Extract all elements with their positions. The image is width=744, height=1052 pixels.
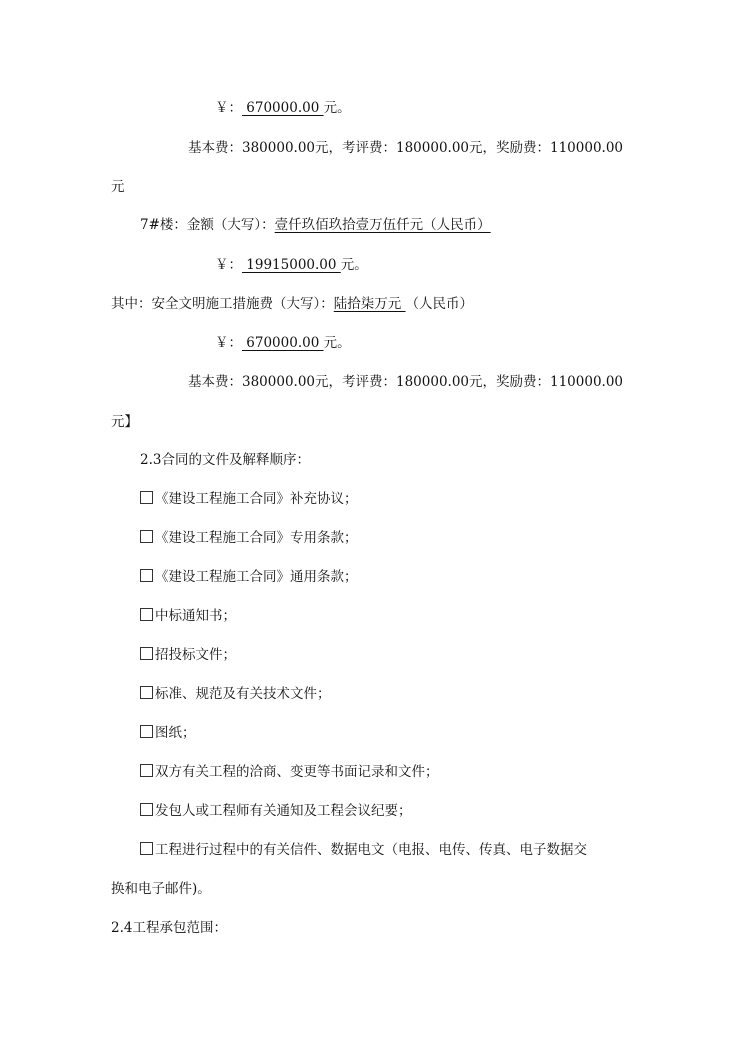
safety-fee-line xyxy=(111,294,473,314)
checkbox-icon[interactable] xyxy=(140,842,153,855)
building7-amount-words: 壹仟玖佰玖拾壹万伍仟元（人民币） xyxy=(274,217,491,233)
list-item: 招投标文件； xyxy=(140,645,236,665)
yen-amount: 670000.00 xyxy=(242,335,324,351)
checkbox-icon[interactable] xyxy=(140,608,153,621)
fees-line: 基本费：380000.00元，考评费：180000.00元，奖励费：110000.00 xyxy=(188,374,624,390)
fees-line-tail: 元】 xyxy=(111,414,138,430)
yen-amount-line xyxy=(215,98,351,118)
list-item: 《建设工程施工合同》补充协议； xyxy=(140,489,358,509)
checkbox-icon[interactable] xyxy=(140,569,153,582)
yen-label: ￥： xyxy=(215,257,242,273)
list-item: 标准、规范及有关技术文件； xyxy=(140,684,331,704)
list-item: 中标通知书； xyxy=(140,606,236,626)
safety-yen-line xyxy=(215,333,351,353)
building7-yen-line xyxy=(215,255,368,275)
checkbox-icon[interactable] xyxy=(140,764,153,777)
list-item: 双方有关工程的洽商、变更等书面记录和文件； xyxy=(140,762,439,782)
yen-label: ￥： xyxy=(215,100,242,116)
fees-line: 基本费：380000.00元，考评费：180000.00元，奖励费：110000.00 xyxy=(188,140,624,156)
checkbox-icon[interactable] xyxy=(140,686,153,699)
list-item: 《建设工程施工合同》通用条款； xyxy=(140,567,358,587)
checkbox-icon[interactable] xyxy=(140,491,153,504)
list-item: 《建设工程施工合同》专用条款； xyxy=(140,528,358,548)
checkbox-icon[interactable] xyxy=(140,725,153,738)
yen-amount: 19915000.00 xyxy=(242,257,341,273)
list-item: 工程进行过程中的有关信件、数据电文（电报、电传、传真、电子数据交 xyxy=(140,840,587,860)
building7-amount-line xyxy=(140,215,491,235)
safety-fee-words: 陆拾柒万元 xyxy=(333,296,406,312)
safety-fee-label: 其中：安全文明施工措施费（大写）： xyxy=(111,296,334,312)
checkbox-icon[interactable] xyxy=(140,530,153,543)
safety-fee-currency: （人民币） xyxy=(405,296,474,312)
yen-unit: 元。 xyxy=(323,335,351,351)
yen-amount: 670000.00 xyxy=(242,100,324,116)
fees-line-tail: 元 xyxy=(111,179,125,195)
list-item: 图纸； xyxy=(140,723,196,743)
yen-unit: 元。 xyxy=(323,100,351,116)
yen-unit: 元。 xyxy=(340,257,368,273)
list-item-continuation: 换和电子邮件)。 xyxy=(111,881,211,897)
list-item: 发包人或工程师有关通知及工程会议纪要； xyxy=(140,801,412,821)
section-2-3-heading: 2.3合同的文件及解释顺序： xyxy=(140,452,310,468)
checkbox-icon[interactable] xyxy=(140,647,153,660)
section-2-4-heading: 2.4工程承包范围： xyxy=(111,920,227,936)
building7-label: 7#楼：金额（大写）： xyxy=(140,217,275,233)
checkbox-icon[interactable] xyxy=(140,803,153,816)
yen-label: ￥： xyxy=(215,335,242,351)
